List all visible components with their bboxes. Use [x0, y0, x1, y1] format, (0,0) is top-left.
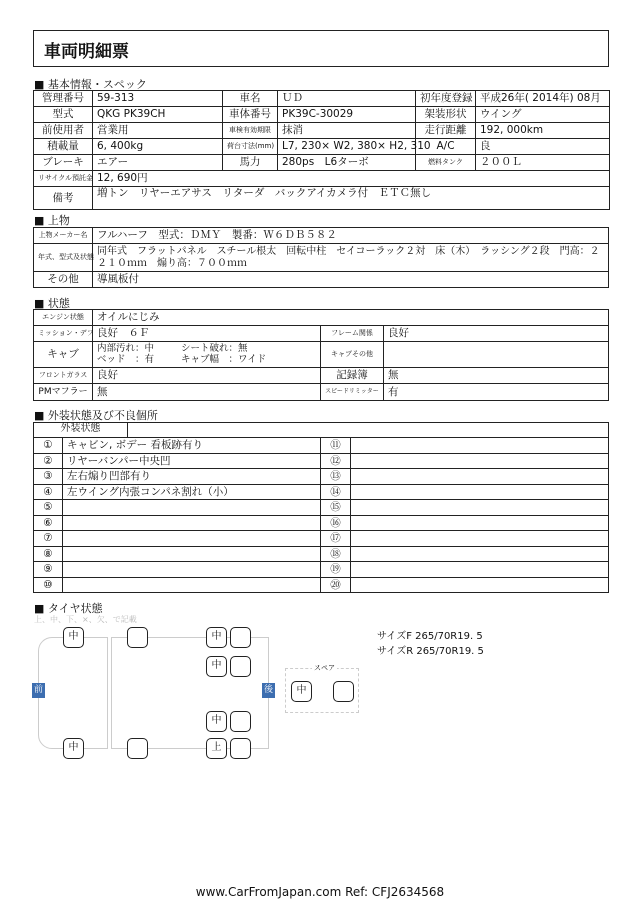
field-value: QKG PK39CH: [93, 107, 223, 123]
remarks-label: 備考: [34, 187, 93, 210]
field-value: 280ps L6ターボ: [278, 155, 416, 171]
other-value: 導風板付: [93, 272, 609, 288]
basic-row: [34, 107, 610, 123]
item-number: ⑫: [321, 453, 351, 469]
field-label: 車体番号: [223, 107, 278, 123]
item-number: ⑤: [34, 500, 63, 516]
recycle-label: リサイクル預託金: [34, 171, 93, 187]
tire-front-left: 中: [63, 627, 84, 648]
field-label: ブレーキ: [34, 155, 93, 171]
mission-value: 良好 ６Ｆ: [93, 326, 321, 342]
other-label: その他: [34, 272, 93, 288]
exterior-row: [34, 484, 609, 500]
exterior-row: [34, 438, 609, 454]
item-text: [63, 531, 321, 547]
item-text: [351, 562, 609, 578]
item-text: [63, 500, 321, 516]
field-value: 抹消: [278, 123, 416, 139]
cab-label: キャブ: [34, 342, 93, 368]
tire-rear-left-outer-2: 中: [206, 656, 227, 677]
field-value: 営業用: [93, 123, 223, 139]
item-text: 左右煽り凹部有り: [63, 469, 321, 485]
item-text: [351, 500, 609, 516]
field-label: 馬力: [223, 155, 278, 171]
exterior-row: [34, 453, 609, 469]
item-number: ⑱: [321, 546, 351, 562]
field-label: A/C: [416, 139, 476, 155]
item-text: [351, 577, 609, 593]
basic-row: [34, 155, 610, 171]
item-text: リヤーバンパー中央凹: [63, 453, 321, 469]
field-label: 積載量: [34, 139, 93, 155]
engine-label: エンジン状態: [34, 310, 93, 326]
item-number: ⑧: [34, 546, 63, 562]
exterior-row: [34, 577, 609, 593]
item-text: 左ウイング内張コンパネ割れ（小）: [63, 484, 321, 500]
field-value: ウイング: [476, 107, 610, 123]
tire-size-rear: サイズR 265/70R19. 5: [377, 646, 484, 657]
field-label: 管理番号: [34, 91, 93, 107]
spare-label: スペア: [314, 664, 335, 672]
tire-rear-right-inner-2: [230, 738, 251, 759]
cab-dirt: 内部汚れ：中: [97, 342, 155, 354]
field-value: L7, 230× W2, 380× H2, 310: [278, 139, 416, 155]
item-number: ③: [34, 469, 63, 485]
exterior-row: [34, 562, 609, 578]
item-number: ⑥: [34, 515, 63, 531]
limiter-value: 有: [384, 384, 609, 401]
glass-value: 良好: [93, 368, 321, 384]
record-label: 記録簿: [321, 368, 384, 384]
frame-value: 良好: [384, 326, 609, 342]
section-body-header: ■ 上物: [34, 214, 70, 227]
exterior-table: [33, 422, 609, 593]
cab-outline: [38, 637, 108, 749]
basic-row: [34, 91, 610, 107]
cab-other-label: キャブその他: [321, 342, 384, 368]
tire-rear-right-outer-2: 上: [206, 738, 227, 759]
item-text: [351, 546, 609, 562]
basic-row: [34, 123, 610, 139]
cab-seat: シート破れ：無: [181, 342, 248, 354]
cab-other-value: [384, 342, 609, 368]
item-text: [351, 453, 609, 469]
record-value: 無: [384, 368, 609, 384]
item-text: [63, 577, 321, 593]
field-value: ＵＤ: [278, 91, 416, 107]
field-label: 型式: [34, 107, 93, 123]
section-exterior-header: ■ 外装状態及び不良個所: [34, 409, 158, 422]
exterior-row: [34, 500, 609, 516]
tire-mid-right: [127, 738, 148, 759]
engine-value: オイルにじみ: [93, 310, 609, 326]
page-title: 車両明細票: [33, 30, 609, 67]
item-number: ⑦: [34, 531, 63, 547]
cab-bed: ベッド ：有: [97, 353, 155, 365]
tire-rear-left-outer-1: 中: [206, 627, 227, 648]
field-value: エアー: [93, 155, 223, 171]
glass-label: フロントガラス: [34, 368, 93, 384]
field-label: 荷台寸法(mm): [223, 139, 278, 155]
cab-width: キャブ幅 ：ワイド: [181, 353, 267, 365]
item-text: [351, 438, 609, 454]
section-condition-header: ■ 状態: [34, 297, 70, 310]
cab-value: [93, 342, 321, 368]
item-number: ⑪: [321, 438, 351, 454]
tire-spare-2: [333, 681, 354, 702]
recycle-value: 12, 690円: [93, 171, 610, 187]
exterior-row: [34, 546, 609, 562]
body-table: [33, 227, 609, 288]
pm-value: 無: [93, 384, 321, 401]
tire-rear-left-inner-1: [230, 627, 251, 648]
item-text: [351, 484, 609, 500]
item-number: ⑨: [34, 562, 63, 578]
section-basic-header: ■ 基本情報・スペック: [34, 78, 147, 91]
field-label: 車名: [223, 91, 278, 107]
field-value: PK39C-30029: [278, 107, 416, 123]
tire-note: 上、中、下、×、欠、で記載: [34, 615, 137, 624]
field-value: 59-313: [93, 91, 223, 107]
condition-table: [33, 309, 609, 401]
field-value: ２００Ｌ: [476, 155, 610, 171]
item-number: ②: [34, 453, 63, 469]
mission-label: ミッション・デフ: [34, 326, 93, 342]
field-value: 6, 400kg: [93, 139, 223, 155]
item-number: ④: [34, 484, 63, 500]
spec-value: 同年式 フラットパネル スチール根太 回転中柱 セイコーラック２対 床（木） ラッシング２段 門高：２２１０ｍｍ 煽り高：７００ｍｍ: [93, 244, 609, 272]
item-text: [63, 515, 321, 531]
tire-spare-1: 中: [291, 681, 312, 702]
frame-label: フレーム関係: [321, 326, 384, 342]
field-value: 平成26年( 2014年) 08月: [476, 91, 610, 107]
item-number: ⑭: [321, 484, 351, 500]
item-number: ⑮: [321, 500, 351, 516]
item-number: ⑩: [34, 577, 63, 593]
item-text: キャビン, ボデー 看板跡有り: [63, 438, 321, 454]
item-text: [351, 531, 609, 547]
tire-size-front: サイズF 265/70R19. 5: [377, 631, 483, 642]
field-label: 走行距離: [416, 123, 476, 139]
spec-label: 年式、型式及状態: [34, 244, 93, 272]
tire-rear-left-inner-2: [230, 656, 251, 677]
basic-row: [34, 139, 610, 155]
item-number: ⑳: [321, 577, 351, 593]
tire-mid-left: [127, 627, 148, 648]
item-number: ①: [34, 438, 63, 454]
item-number: ⑲: [321, 562, 351, 578]
exterior-row: [34, 531, 609, 547]
section-tires-header: ■ タイヤ状態: [34, 602, 103, 615]
limiter-label: スピードリミッター: [321, 384, 384, 401]
field-value: 192, 000km: [476, 123, 610, 139]
field-label: 燃料タンク: [416, 155, 476, 171]
field-label: 前使用者: [34, 123, 93, 139]
item-number: ⑯: [321, 515, 351, 531]
basic-info-table: [33, 90, 610, 210]
exterior-row: [34, 515, 609, 531]
body-outline: [111, 637, 269, 749]
item-number: ⑬: [321, 469, 351, 485]
item-number: ⑰: [321, 531, 351, 547]
tire-rear-right-outer-1: 中: [206, 711, 227, 732]
field-label: 初年度登録: [416, 91, 476, 107]
maker-value: フルハーフ 型式：ＤＭＹ 製番：Ｗ６ＤＢ５８２: [93, 228, 609, 244]
exterior-row: [34, 469, 609, 485]
item-text: [351, 515, 609, 531]
rear-label: 後: [262, 683, 275, 698]
field-label: 車検有効期限: [223, 123, 278, 139]
pm-label: PMマフラー: [34, 384, 93, 401]
tire-front-right: 中: [63, 738, 84, 759]
field-value: 良: [476, 139, 610, 155]
exterior-table-label: 外装状態: [34, 423, 128, 437]
footer-reference: www.CarFromJapan.com Ref: CFJ2634568: [195, 885, 445, 899]
tire-rear-right-inner-1: [230, 711, 251, 732]
item-text: [63, 562, 321, 578]
item-text: [63, 546, 321, 562]
field-label: 架装形状: [416, 107, 476, 123]
item-text: [351, 469, 609, 485]
maker-label: 上物メーカー名: [34, 228, 93, 244]
front-label: 前: [32, 683, 45, 698]
remarks-value: 増トン リヤーエアサス リターダ バックアイカメラ付 ＥＴＣ無し: [93, 187, 610, 210]
